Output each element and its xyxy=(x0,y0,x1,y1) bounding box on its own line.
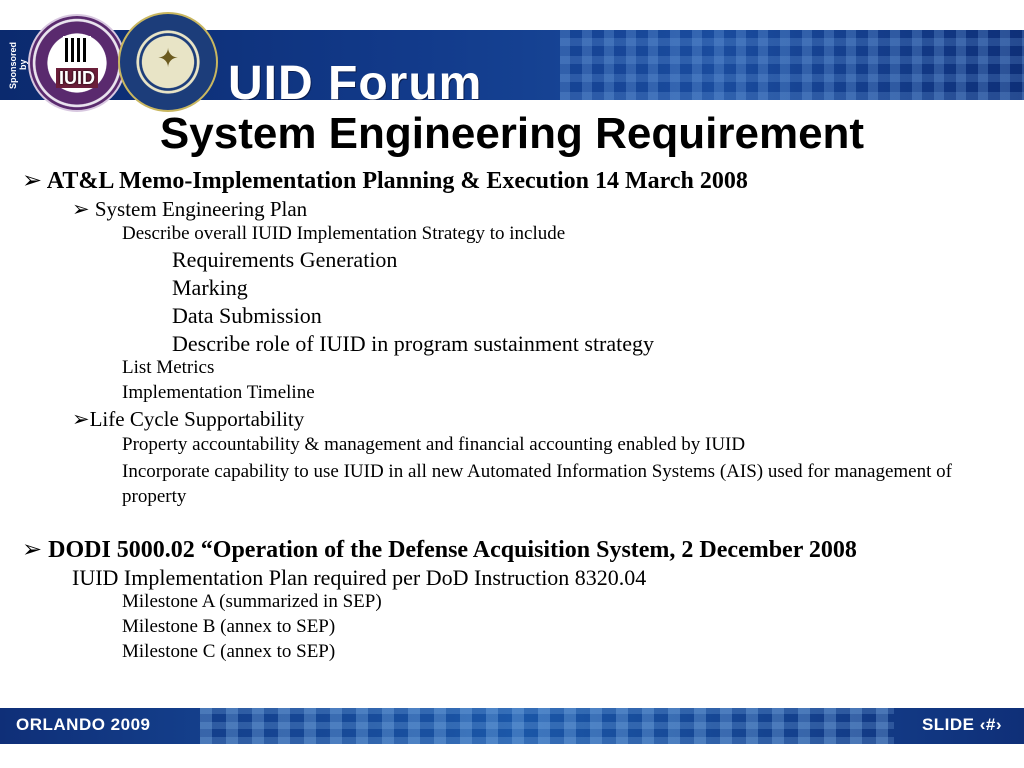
milestone-b-item: Milestone B (annex to SEP) xyxy=(122,616,336,637)
forum-title: UID Forum xyxy=(228,57,483,100)
ais-item: Incorporate capability to use IUID in all new Automated Information Systems (AIS) used for management of property xyxy=(122,461,952,507)
implementation-timeline-item: Implementation Timeline xyxy=(122,382,315,403)
slide-title: System Engineering Requirement xyxy=(159,109,865,158)
footer-bar xyxy=(0,708,1024,744)
arrow-bullet-icon: ➢ xyxy=(22,166,43,194)
milestone-c-item: Milestone C (annex to SEP) xyxy=(122,641,336,662)
implementation-plan-item: IUID Implementation Plan required per DoD Instruction 8320.04 xyxy=(72,565,647,590)
arrow-bullet-icon: ➢ xyxy=(22,535,43,563)
section-heading-atl: ➢ AT&L Memo-Implementation Planning & Execution 14 March 2008 xyxy=(22,166,748,194)
eagle-icon: ✦ xyxy=(157,44,179,74)
section-heading-dodi: ➢ DODI 5000.02 “Operation of the Defense Acquisition System, 2 December 2008 xyxy=(22,535,857,563)
sponsored-by-label: Sponsored by xyxy=(8,41,28,89)
life-cycle-supportability-item: ➢Life Cycle Supportability xyxy=(72,407,305,431)
footer-event-label: ORLANDO 2009 xyxy=(16,715,151,734)
sustainment-role-item: Describe role of IUID in program sustainment strategy xyxy=(172,331,655,356)
dod-seal-logo xyxy=(118,12,218,112)
slide-number-label: SLIDE ‹#› xyxy=(921,715,1002,734)
requirements-generation-item: Requirements Generation xyxy=(172,247,398,272)
marking-item: Marking xyxy=(172,275,248,300)
describe-strategy-item: Describe overall IUID Implementation Strategy to include xyxy=(122,223,566,244)
arrow-bullet-icon: ➢ xyxy=(72,197,90,221)
iuid-seal-logo xyxy=(28,14,126,112)
property-accountability-item: Property accountability & management and financial accounting enabled by IUID xyxy=(122,434,746,455)
sep-item: ➢ System Engineering Plan xyxy=(72,197,308,221)
iuid-seal-text: IUID xyxy=(56,68,98,88)
list-metrics-item: List Metrics xyxy=(122,357,215,378)
milestone-a-item: Milestone A (summarized in SEP) xyxy=(122,591,382,612)
arrow-bullet-icon: ➢ xyxy=(72,407,90,431)
data-submission-item: Data Submission xyxy=(172,303,322,328)
qr-code-icon xyxy=(65,38,89,62)
